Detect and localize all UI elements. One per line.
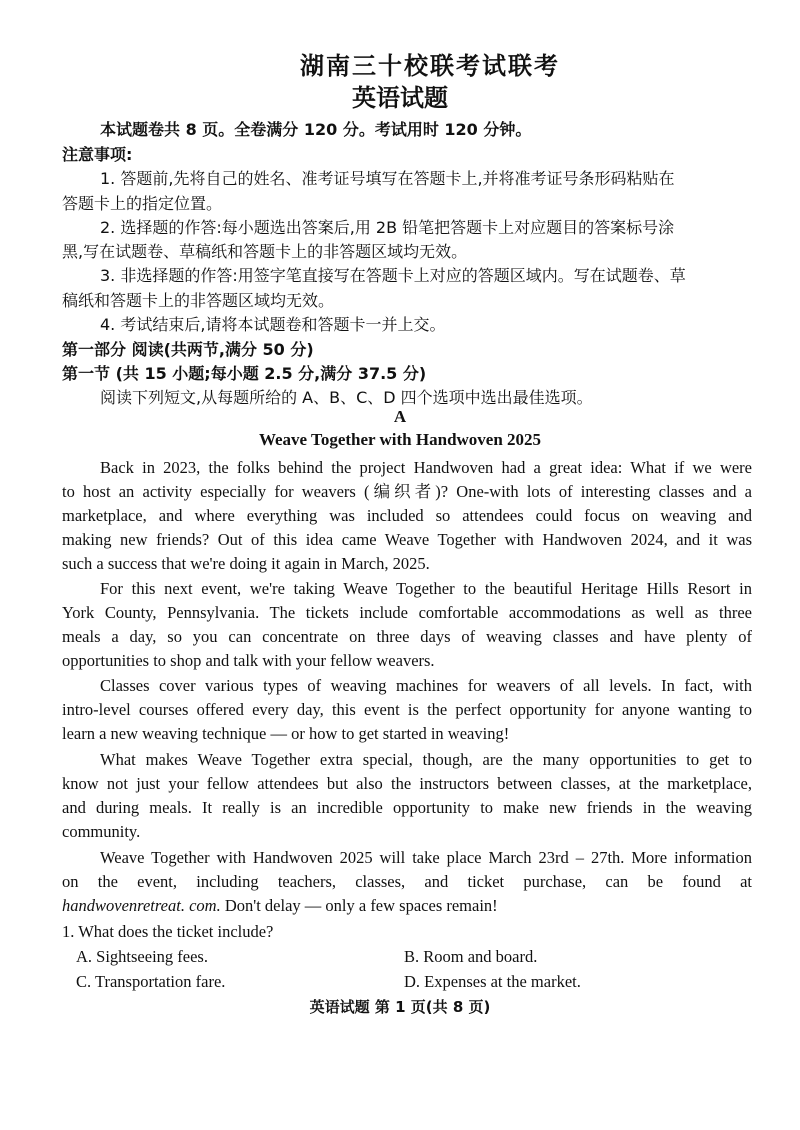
paragraph-1-line-5: such a success that we're doing it again in March, 2025. <box>62 554 430 573</box>
page-footer: 英语试题 第 1 页(共 8 页) <box>309 998 491 1016</box>
passage-title: Weave Together with Handwoven 2025 <box>258 430 542 449</box>
paragraph-3-line-2: intro-level courses offered every day, this event is the perfect opportunity for anyone wanting to <box>62 700 752 719</box>
event-website: handwovenretreat. com. <box>62 896 221 915</box>
paragraph-1-line-2: to host an activity especially for weavers (编织者)? One-with lots of interesting classes and a <box>62 482 752 501</box>
paragraph-5-line-3: handwovenretreat. com. Don't delay — only a few spaces remain! <box>62 896 498 915</box>
paragraph-4-line-1: What makes Weave Together extra special, though, are the many opportunities to get to <box>100 750 752 769</box>
question-1-option-c: C. Transportation fare. <box>76 972 226 991</box>
paragraph-3-line-3: learn a new weaving technique — or how to get started in weaving! <box>62 724 510 743</box>
notice-item-2-cont: 黑,写在试题卷、草稿纸和答题卡上的非答题区域均无效。 <box>62 242 468 261</box>
paragraph-2-line-3: meals a day, so you can concentrate on three days of weaving classes and have plenty of <box>62 627 752 646</box>
notice-item-2: 2. 选择题的作答:每小题选出答案后,用 2B 铅笔把答题卡上对应题目的答案标号涂 <box>100 218 675 237</box>
paragraph-4-line-4: community. <box>62 822 141 841</box>
paragraph-3-line-1: Classes cover various types of weaving machines for weavers of all levels. In fact, with <box>100 676 752 695</box>
question-1-option-a: A. Sightseeing fees. <box>76 947 208 966</box>
notice-item-3: 3. 非选择题的作答:用签字笔直接写在答题卡上对应的答题区域内。写在试题卷、草 <box>100 266 686 285</box>
paragraph-1-line-3: marketplace, and where everything was included so attendees could focus on weaving and <box>62 506 752 525</box>
section-one-heading: 第一节 (共 15 小题;每小题 2.5 分,满分 37.5 分) <box>62 364 427 383</box>
cropped-exam-title: 湖南三十校联考试联考 <box>300 52 560 80</box>
exam-summary: 本试题卷共 8 页。全卷满分 120 分。考试用时 120 分钟。 <box>100 120 532 139</box>
directions: 阅读下列短文,从每题所给的 A、B、C、D 四个选项中选出最佳选项。 <box>100 388 593 407</box>
question-1-option-d: D. Expenses at the market. <box>404 972 581 991</box>
notice-item-4: 4. 考试结束后,请将本试题卷和答题卡一并上交。 <box>100 315 446 334</box>
notice-item-1-cont: 答题卡上的指定位置。 <box>62 194 223 213</box>
paragraph-4-line-3: and during meals. It really is an incredible opportunity to make new friends in the weaving <box>62 798 752 817</box>
paragraph-4-line-2: know not just your fellow attendees but also the instructors between classes, at the marketplace, <box>62 774 752 793</box>
question-1-option-b: B. Room and board. <box>404 947 538 966</box>
paragraph-1-line-4: making new friends? Out of this idea came Weave Together with Handwoven 2024, and it was <box>62 530 752 549</box>
paragraph-2-line-1: For this next event, we're taking Weave Together to the beautiful Heritage Hills Resort in <box>100 579 752 598</box>
question-1-stem: 1. What does the ticket include? <box>62 922 274 941</box>
passage-label: A <box>393 407 407 426</box>
paragraph-5-line-2: on the event, including teachers, classes, and ticket purchase, can be found at <box>62 872 752 891</box>
notice-heading: 注意事项: <box>62 145 133 164</box>
paragraph-2-line-2: York County, Pennsylvania. The tickets include comfortable accommodations as well as three <box>62 603 752 622</box>
paragraph-5-line-1: Weave Together with Handwoven 2025 will take place March 23rd – 27th. More information <box>100 848 752 867</box>
notice-item-3-cont: 稿纸和答题卡上的非答题区域均无效。 <box>62 291 335 310</box>
subject-title: 英语试题 <box>352 84 448 112</box>
part-one-heading: 第一部分 阅读(共两节,满分 50 分) <box>62 340 314 359</box>
notice-item-1: 1. 答题前,先将自己的姓名、准考证号填写在答题卡上,并将准考证号条形码粘贴在 <box>100 169 675 188</box>
paragraph-1-line-1: Back in 2023, the folks behind the project Handwoven had a great idea: What if we were <box>100 458 752 477</box>
paragraph-2-line-4: opportunities to shop and talk with your fellow weavers. <box>62 651 435 670</box>
